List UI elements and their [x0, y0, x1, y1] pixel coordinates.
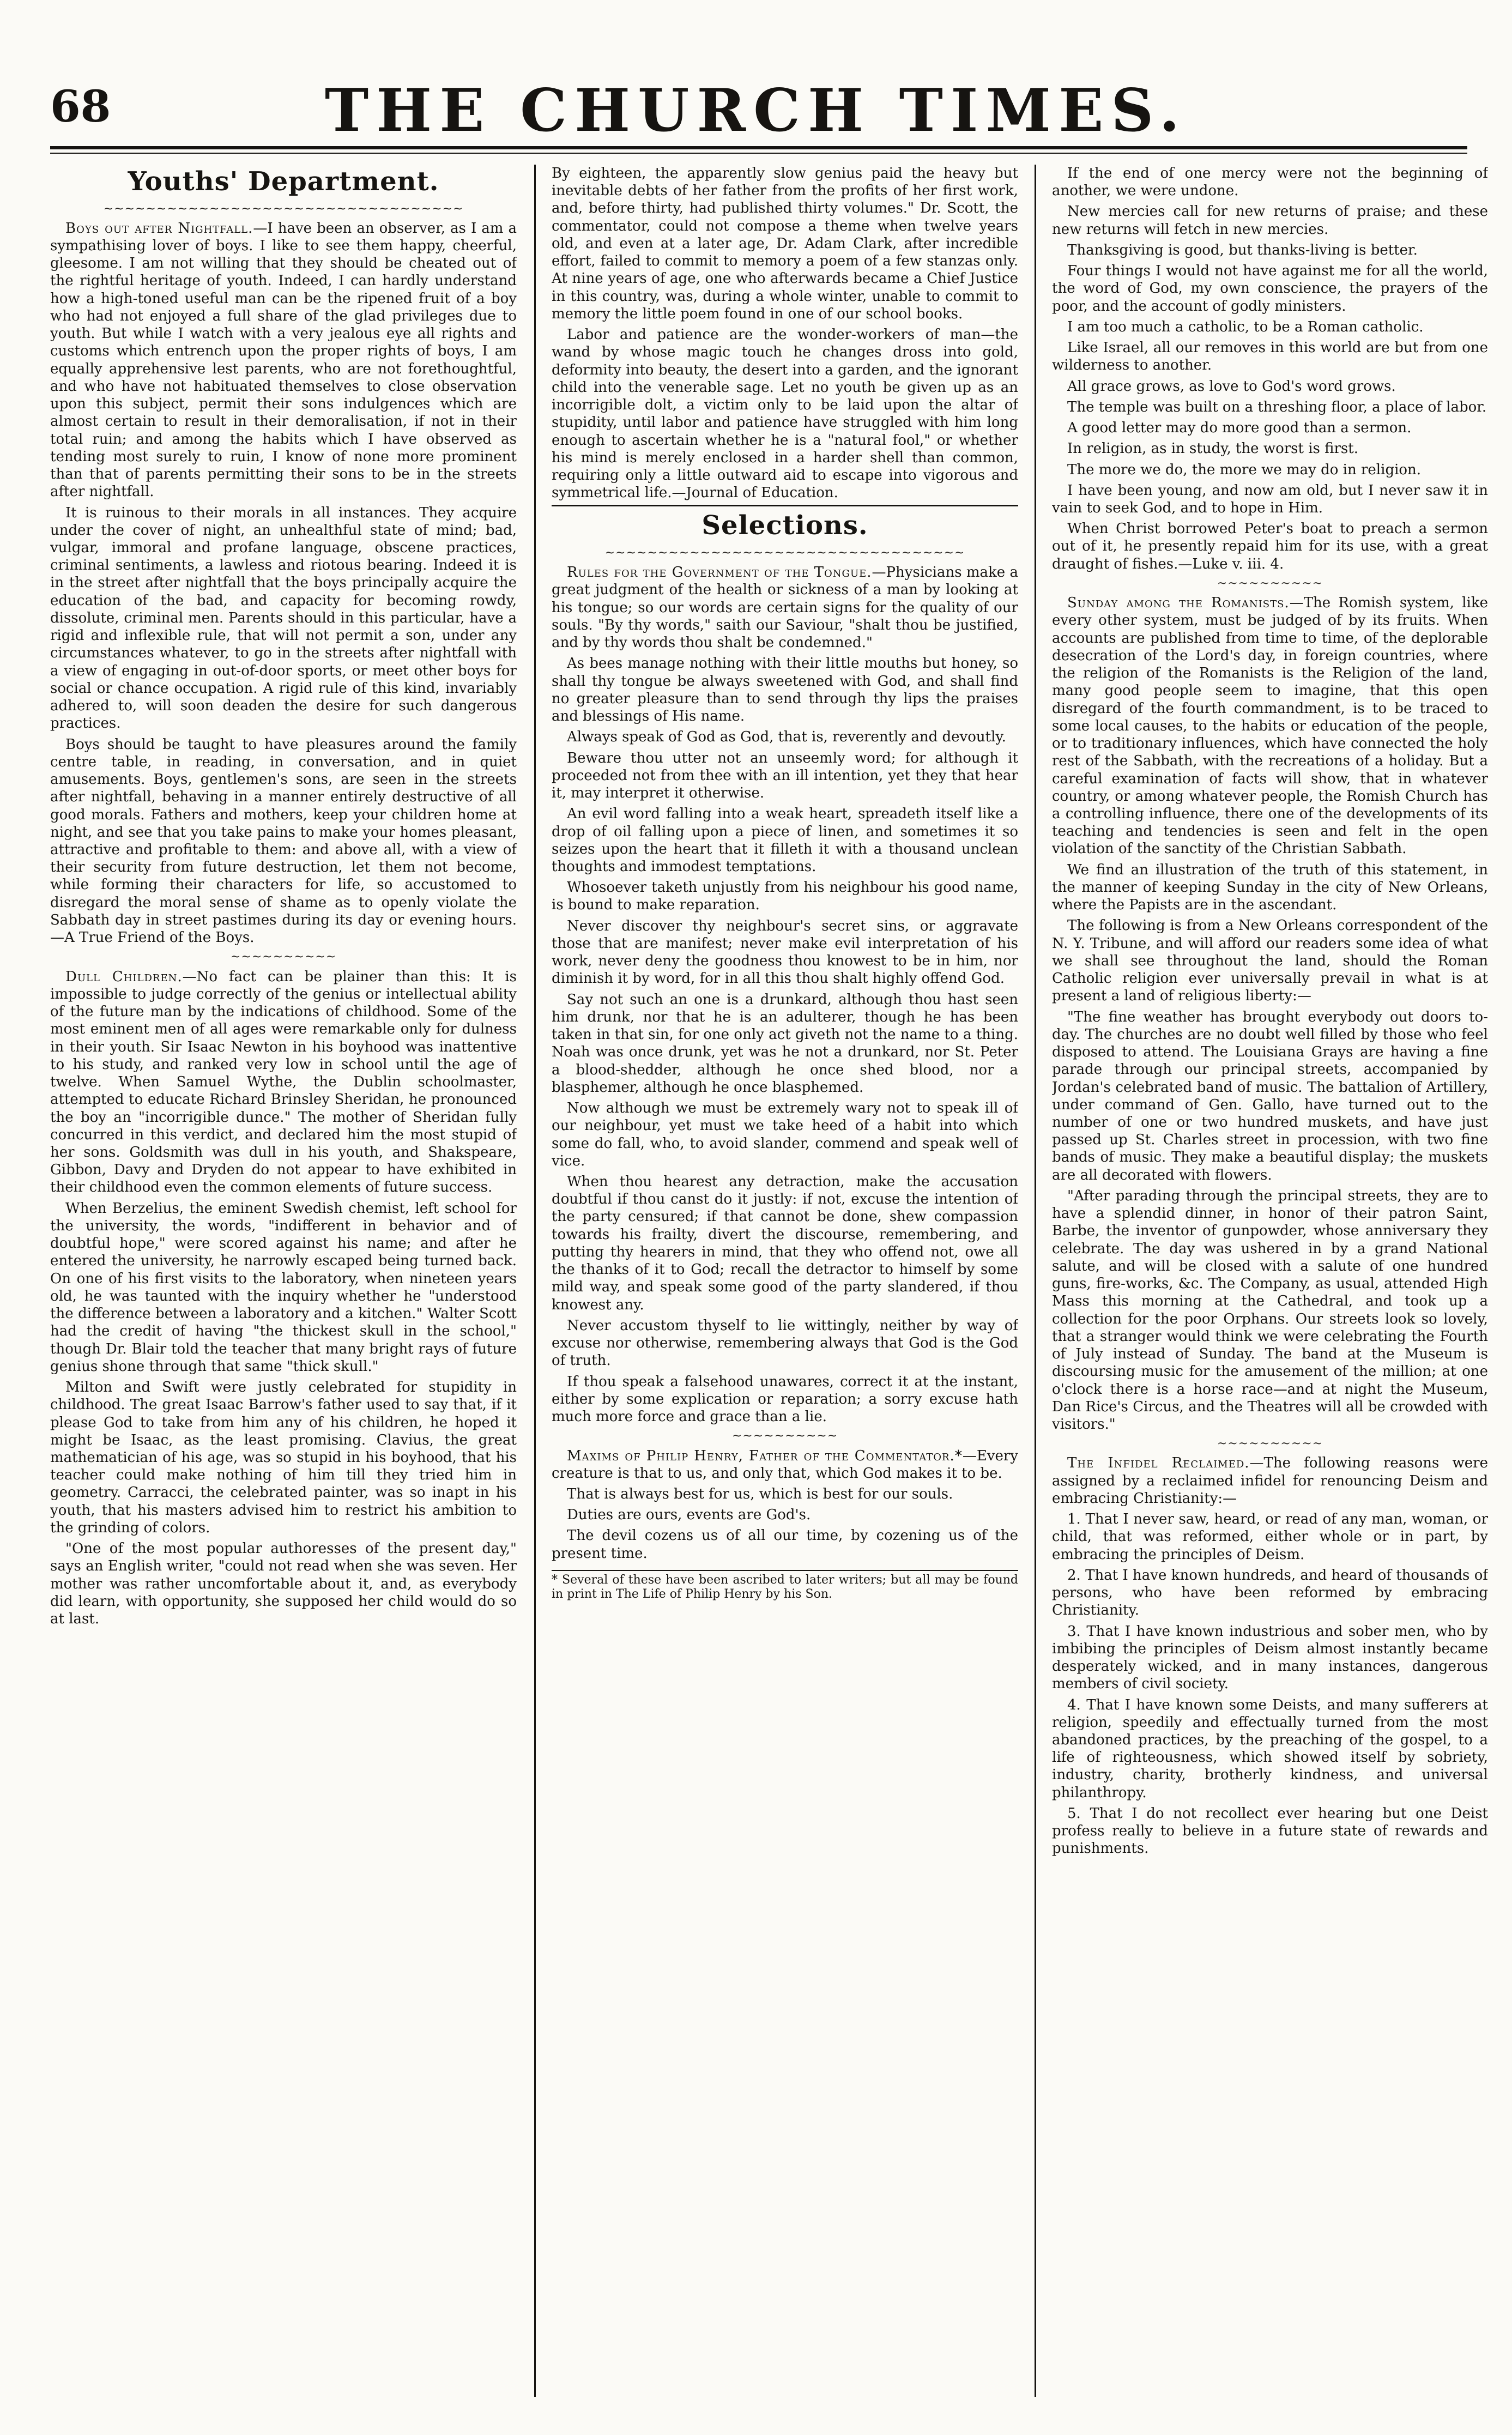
article-paragraph: When Berzelius, the eminent Swedish chemist, left school for the university, the words, "indifferent in behavior and of doubtful hope," were scored against his name; and after he entered the university, he narrowly escaped being turned back. On one of his first visits to the laboratory, when nineteen years old, he was taunted with the inquiry whether he "understood the difference between a laboratory and a kitchen." Walter Scott had the credit of having "the thickest skull in the school," though Dr. Blair told the teacher that many bright rays of future genius shone through that same "thick skull."	[50, 1200, 517, 1375]
maxim: Four things I would not have against me for all the world, the word of God, my own conscience, the prayers of the poor, and the account of godly ministers.	[1052, 263, 1488, 315]
maxim: Like Israel, all our removes in this world are but from one wilderness to another.	[1052, 340, 1488, 374]
article-paragraph: Never discover thy neighbour's secret sins, or aggravate those that are manifest; never make evil interpretation of his work, never deny the goodness thou knowest to be in him, nor diminish it by word, for in all this thou shalt highly offend God.	[552, 917, 1018, 987]
section-heading: Youths' Department.	[128, 166, 439, 197]
article-paragraph: 3. That I have known industrious and sober men, who by imbibing the principles of Deism almost instantly became desperately wicked, and in many instances, dangerous members of civil society.	[1052, 1623, 1488, 1693]
article-paragraph: Labor and patience are the wonder-workers of man—the wand by whose magic touch he changes dross into gold, deformity into beauty, the desert into a garden, and the ignorant child into the venerable sage. Let no youth be given up as an incorrigible dolt, a victim only to be laid upon the altar of stupidity, until labor and patience have struggled with him long enough to ascertain whether he is a "natural fool," or whether his mind is merely enclosed in a harder shell than common, requiring only a little outward aid to escape into vigorous and symmetrical life.—Journal of Education.	[552, 327, 1018, 501]
column-divider	[1035, 165, 1036, 2397]
maxim: A good letter may do more good than a sermon.	[1067, 420, 1412, 437]
article-paragraph: "After parading through the principal streets, they are to have a splendid dinner, in honor of their patron Saint, Barbe, the inventor of gunpowder, whose anniversary they celebrate. The day was ushered in by a grand National salute, and will be closed with a salute of one hundred guns, fire-works, &c. The Company, as usual, attended High Mass this morning at the Cathedral, and took up a collection for the poor Orphans. Our streets look so lovely, that a stranger would think we were celebrating the Fourth of July instead of Sunday. The band at the Museum is discoursing music for the amusement of the million; at one o'clock there is a horse race—and at night the Museum, Dan Rice's Circus, and the Theatres will all be crowded with visitors."	[1052, 1187, 1488, 1433]
article-paragraph: Say not such an one is a drunkard, although thou hast seen him drunk, nor that he is an adulterer, though he has been taken in that sin, for one only act giveth not the name to a thing. Noah was once drunk, yet was he not a drunkard, nor St. Peter a blood-shedder, although he once shed blood, nor a blasphemer, although he once blasphemed.	[552, 991, 1018, 1096]
ornamental-rule: ~~~~~~~~~~	[230, 950, 337, 964]
maxim: If the end of one mercy were not the beginning of another, we were undone.	[1052, 165, 1488, 200]
article-title: Dull Children.	[65, 968, 183, 985]
article-paragraph: By eighteen, the apparently slow genius paid the heavy but inevitable debts of her father from the profits of her first work, and, before thirty, had published thirty volumes." Dr. Scott, the commentator, could not compose a theme when twelve years old, and even at a later age, Dr. Adam Clark, after incredible effort, failed to commit to memory a poem of a few stanzas only. At nine years of age, one who afterwards became a Chief Justice in this country, was, during a whole winter, unable to commit to memory the little poem found in one of our school books.	[552, 165, 1018, 322]
article-title: Boys out after Nightfall.	[65, 220, 253, 237]
article-paragraph: 2. That I have known hundreds, and heard of thousands of persons, who have been reformed by embracing Christianity.	[1052, 1567, 1488, 1619]
article-paragraph: Milton and Swift were justly celebrated for stupidity in childhood. The great Isaac Barrow's father used to say that, if it please God to take from him any of his children, he hoped it might be Isaac, as the least promising. Clavius, the great mathematician of his age, was so stupid in his boyhood, that his teacher could make nothing of him till they tried him in geometry. Carracci, the celebrated painter, was so inapt in his youth, that his masters advised him to restrict his ambition to the grinding of colors.	[50, 1379, 517, 1536]
article-paragraph: Boys should be taught to have pleasures around the family centre table, in reading, in conversation, and in quiet amusements. Boys, gentlemen's sons, are seen in the streets after nightfall, behaving in a manner entirely destructive of all good morals. Fathers and mothers, keep your children home at night, and see that you take pains to make your homes pleasant, attractive and profitable to them: and above all, with a view of their security from future destruction, let them not become, while forming their characters for life, so accustomed to disregard the moral sense of shame as to openly violate the Sabbath day in street pastimes during its day or evening hours.—A True Friend of the Boys.	[50, 736, 517, 946]
article-paragraph: "The fine weather has brought everybody out doors to-day. The churches are no doubt well filled by those who feel disposed to attend. The Louisiana Grays are having a fine parade through our principal streets, accompanied by Jordan's celebrated band of music. The battalion of Artillery, under command of Gen. Gallo, have turned out to the number of one or two hundred muskets, and have just passed up St. Charles street in procession, with two fine bands of music. They make a beautiful display; the muskets are all decorated with flowers.	[1052, 1008, 1488, 1183]
maxim: In religion, as in study, the worst is first.	[1067, 440, 1358, 457]
ornamental-rule: ~~~~~~~~~~	[1217, 576, 1323, 590]
article-paragraph: 4. That I have known some Deists, and many sufferers at religion, speedily and effectually turned from the most abandoned practices, by the preaching of the gospel, to a life of righteousness, which showed itself by sobriety, industry, charity, brotherly kindness, and universal philanthropy.	[1052, 1696, 1488, 1801]
maxim: The more we do, the more we may do in religion.	[1067, 461, 1422, 478]
masthead-rule	[50, 146, 1467, 149]
article-paragraph: Maxims of Philip Henry, Father of the Commentator.*—Every creature is that to us, and only that, which God makes it to be.	[552, 1447, 1018, 1482]
article-paragraph: Now although we must be extremely wary not to speak ill of our neighbour, yet must we take heed of a habit into which some do fall, who, to avoid slander, commend and speak well of vice.	[552, 1100, 1018, 1169]
article-paragraph: The devil cozens us of all our time, by cozening us of the present time.	[552, 1527, 1018, 1562]
ornamental-rule: ~~~~~~~~~~~~~~~~~~~~~~~~~~~~~~~~~~	[604, 546, 965, 560]
article-paragraph: The Infidel Reclaimed.—The following reasons were assigned by a reclaimed infidel for renouncing Deism and embracing Christianity:—	[1052, 1455, 1488, 1507]
ornamental-rule: ~~~~~~~~~~	[731, 1429, 838, 1443]
article-title: Rules for the Government of the Tongue.	[567, 564, 872, 581]
article-paragraph: Dull Children.—No fact can be plainer than this: It is impossible to judge correctly of the genius or intellectual ability of the future man by the indications of childhood. Some of the most eminent men of all ages were remarkable only for dulness in their youth. Sir Isaac Newton in his boyhood was inattentive to his study, and ranked very low in school until the age of twelve. When Samuel Wythe, the Dublin schoolmaster, attempted to educate Richard Brinsley Sheridan, he pronounced the boy an "incorrigible dunce." The mother of Sheridan fully concurred in this verdict, and declared him the most stupid of her sons. Goldsmith was dull in his youth, and Shakspeare, Gibbon, Davy and Dryden do not appear to have exhibited in their childhood even the common elements of future success.	[50, 968, 517, 1196]
column-youths	[50, 165, 517, 2397]
article-paragraph: When thou hearest any detraction, make the accusation doubtful if thou canst do it justly: if not, excuse the intention of the party censured; if that cannot be done, shew compassion towards his frailty, divert the discourse, remembering, and putting thy hearers in mind, that they who offend not, owe all the thanks of it to God; recall the detractor to himself by some mild way, and speak some good of the party slandered, if thou knowest any.	[552, 1173, 1018, 1313]
article-paragraph: That is always best for us, which is best for our souls.	[567, 1485, 953, 1502]
maxim: I am too much a catholic, to be a Roman catholic.	[1067, 318, 1424, 335]
article-paragraph: We find an illustration of the truth of this statement, in the manner of keeping Sunday in the city of New Orleans, where the Papists are in the ascendant.	[1052, 861, 1488, 914]
article-paragraph: It is ruinous to their morals in all instances. They acquire under the cover of night, an unhealthful state of mind; bad, vulgar, immoral and profane language, obscene practices, criminal sentiments, a lawless and riotous bearing. Indeed it is in the street after nightfall that the boys principally acquire the education of the bad, and capacity for becoming rowdy, dissolute, criminal men. Parents should in this particular, have a rigid and inflexible rule, that will not permit a son, under any circumstances whatever, to go in the streets after nightfall with a view of engaging in out-of-door sports, or meet other boys for social or chance occupation. A rigid rule of this kind, invariably adhered to, will soon deaden the desire for such dangerous practices.	[50, 504, 517, 732]
column-misc	[1052, 165, 1488, 2397]
maxim: Thanksgiving is good, but thanks-living is better.	[1067, 241, 1418, 258]
masthead-title: THE CHURCH TIMES.	[324, 76, 1188, 145]
article-title: Maxims of Philip Henry, Father of the Commentator.*	[567, 1447, 963, 1464]
ornamental-rule: ~~~~~~~~~~~~~~~~~~~~~~~~~~~~~~~~~~	[103, 202, 464, 216]
article-paragraph: 5. That I do not recollect ever hearing but one Deist profess really to believe in a future state of rewards and punishments.	[1052, 1805, 1488, 1857]
article-paragraph: If thou speak a falsehood unawares, correct it at the instant, either by some explication or reparation; a sorry excuse hath much more force and grace than a lie.	[552, 1373, 1018, 1425]
maxim: New mercies call for new returns of praise; and these new returns will fetch in new mercies.	[1052, 203, 1488, 238]
article-paragraph: Duties are ours, events are God's.	[567, 1507, 811, 1524]
article-paragraph: Always speak of God as God, that is, reverently and devoutly.	[567, 729, 1006, 746]
article-paragraph: 1. That I never saw, heard, or read of any man, woman, or child, that was reformed, either whole or in part, by embracing the principles of Deism.	[1052, 1511, 1488, 1563]
footnote: * Several of these have been ascribed to later writers; but all may be found in print in The Life of Philip Henry by his Son.	[552, 1570, 1018, 1602]
section-heading: Selections.	[701, 510, 868, 541]
maxim: When Christ borrowed Peter's boat to preach a sermon out of it, he presently repaid him for its use, with a great draught of fishes.—Luke v. iii. 4.	[1052, 521, 1488, 572]
article-paragraph: Rules for the Government of the Tongue.—Physicians make a great judgment of the health or sickness of a man by looking at his tongue; so our words are certain signs for the quality of our souls. "By thy words," saith our Saviour, "shalt thou be justified, and by thy words thou shalt be condemned."	[552, 564, 1018, 651]
article-paragraph: The following is from a New Orleans correspondent of the N. Y. Tribune, and will afford our readers some idea of what we shall see throughout the land, should the Roman Catholic religion ever universally prevail in what is at present a land of religious liberty:—	[1052, 917, 1488, 1005]
article-paragraph: Whosoever taketh unjustly from his neighbour his good name, is bound to make reparation.	[552, 879, 1018, 914]
article-title: The Infidel Reclaimed.	[1067, 1455, 1250, 1472]
article-paragraph: Sunday among the Romanists.—The Romish system, like every other system, must be judged of by its fruits. When accounts are published from time to time, of the deplorable desecration of the Lord's day, in foreign countries, where the religion of the Romanists is the Religion of the land, many good people seem to imagine, that this open disregard of the fourth commandment, is to be traced to some local causes, to the habits or education of the people, or to traditionary influences, which have connected the holy rest of the Sabbath, with the recreations of a holiday. But a careful examination of facts will show, that in whatever country, or among whatever people, the Romish Church has a controlling influence, there one of the developments of its teaching and tendencies is seen and felt in the open violation of the sanctity of the Christian Sabbath.	[1052, 595, 1488, 857]
article-paragraph: As bees manage nothing with their little mouths but honey, so shall thy tongue be always sweetened with God, and shall find no greater pleasure than to send through thy lips the praises and blessings of His name.	[552, 655, 1018, 725]
article-title: Sunday among the Romanists.	[1067, 595, 1290, 612]
article-paragraph: An evil word falling into a weak heart, spreadeth itself like a drop of oil falling upon a piece of linen, and sometimes it so seizes upon the heart that it filleth it with a thousand unclean thoughts and immodest temptations.	[552, 806, 1018, 875]
masthead-rule-thin	[50, 153, 1467, 154]
maxim: I have been young, and now am old, but I never saw it in vain to seek God, and to hope in Him.	[1052, 482, 1488, 516]
ornamental-rule: ~~~~~~~~~~	[1217, 1437, 1323, 1451]
article-paragraph: Never accustom thyself to lie wittingly, neither by way of excuse nor otherwise, remembering always that God is the God of truth.	[552, 1317, 1018, 1369]
page-number: 68	[50, 81, 111, 132]
maxim: The temple was built on a threshing floor, a place of labor.	[1067, 398, 1487, 415]
column-selections	[552, 165, 1018, 2397]
article-paragraph: "One of the most popular authoresses of the present day," says an English writer, "could not read when she was seven. Her mother was rather uncomfortable about it, and, as everybody did learn, with opportunity, she supposed her child would do so at last.	[50, 1540, 517, 1628]
maxim: All grace grows, as love to God's word grows.	[1067, 378, 1396, 395]
divider	[552, 505, 1018, 506]
article-paragraph: Beware thou utter not an unseemly word; for although it proceeded not from thee with an ill intention, yet they that hear it, may interpret it otherwise.	[552, 750, 1018, 802]
article-paragraph: Boys out after Nightfall.—I have been an observer, as I am a sympathising lover of boys. I like to see them happy, cheerful, gleesome. I am not willing that they should be cheated out of the rightful heritage of youth. Indeed, I can hardly understand how a high-toned useful man can be the ripened fruit of a boy who had not enjoyed a full share of the glad privileges due to youth. But while I watch with a very jealous eye all rights and customs which entrench upon the proper rights of boys, I am equally apprehensive lest parents, who are not forethoughtful, and who have not habituated themselves to close observation upon this subject, permit their sons indulgences which are almost certain to result in their demoralisation, if not in their total ruin; and among the habits which I have observed as tending most surely to ruin, I know of none more prominent than that of parents permitting their sons to be in the streets after nightfall.	[50, 220, 517, 500]
column-divider	[534, 165, 536, 2397]
